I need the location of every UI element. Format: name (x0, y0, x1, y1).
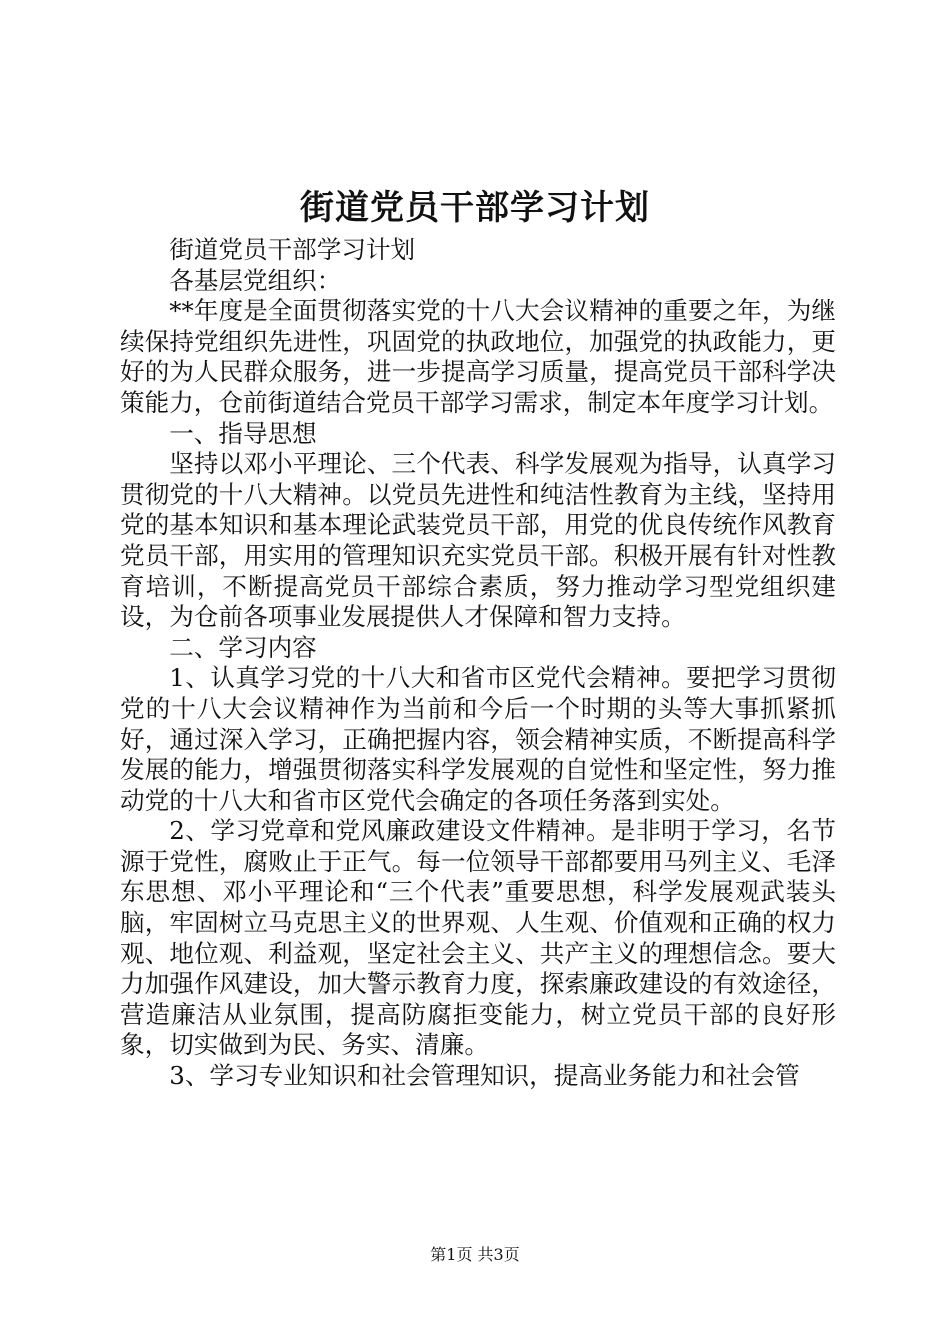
paragraph-item-3: 3、学习专业知识和社会管理知识，提高业务能力和社会管 (169, 1061, 800, 1091)
section-heading-guiding-thought: 一、指导思想 (169, 418, 317, 448)
section-heading-study-content: 二、学习内容 (169, 632, 317, 662)
paragraph-item-1: 1、认真学习党的十八大和省市区党代会精神。要把学习贯彻党的十八大会议精神作为当前和今后一个时期的头等大事抓紧抓好，通过深入学习，正确把握内容，领会精神实质，不断提高科学发展的能力，增强贯彻落实科学发展观的自觉性和坚定性，努力推动党的十八大和省市区党代会确定的各项任务落到实处。 (120, 663, 836, 815)
document-title: 街道党员干部学习计划 (300, 188, 650, 228)
page-number-footer: 第1页 共3页 (430, 1245, 520, 1264)
paragraph-salutation: 各基层党组织： (169, 265, 342, 295)
paragraph-guiding-thought: 坚持以邓小平理论、三个代表、科学发展观为指导，认真学习贯彻党的十八大精神。以党员先进性和纯洁性教育为主线，坚持用党的基本知识和基本理论武装党员干部，用党的优良传统作风教育党员干部，用实用的管理知识充实党员干部。积极开展有针对性教育培训，不断提高党员干部综合素质，努力推动学习型党组织建设，为仓前各项事业发展提供人才保障和智力支持。 (120, 449, 836, 632)
paragraph-item-2: 2、学习党章和党风廉政建设文件精神。是非明于学习，名节源于党性，腐败止于正气。每一位领导干部都要用马列主义、毛泽东思想、邓小平理论和“三个代表”重要思想，科学发展观武装头脑，牢固树立马克思主义的世界观、人生观、价值观和正确的权力观、地位观、利益观，坚定社会主义、共产主义的理想信念。要大力加强作风建设，加大警示教育力度，探索廉政建设的有效途径，营造廉洁从业氛围，提高防腐拒变能力，树立党员干部的良好形象，切实做到为民、务实、清廉。 (120, 816, 836, 1060)
document-body (120, 235, 836, 1092)
paragraph-intro: **年度是全面贯彻落实党的十八大会议精神的重要之年，为继续保持党组织先进性，巩固党的执政地位，加强党的执政能力，更好的为人民群众服务，进一步提高学习质量，提高党员干部科学决策能力，仓前街道结合党员干部学习需求，制定本年度学习计划。 (120, 296, 836, 417)
paragraph-heading-repeat: 街道党员干部学习计划 (169, 235, 416, 264)
